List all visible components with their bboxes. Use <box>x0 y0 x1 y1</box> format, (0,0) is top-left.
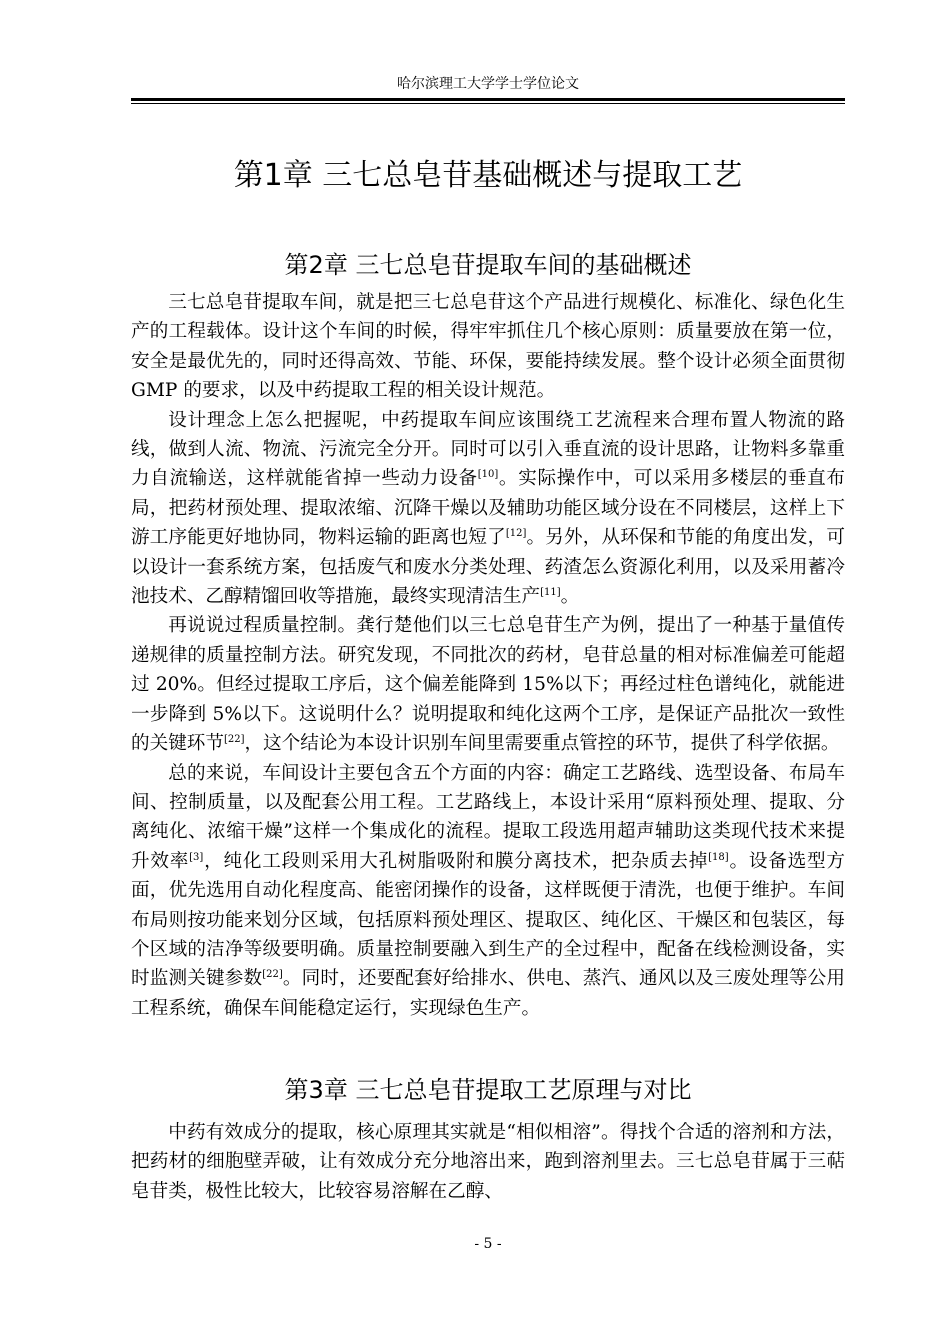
paragraph-text: ，纯化工段则采用大孔树脂吸附和膜分离技术，把杂质去掉 <box>203 850 709 872</box>
paragraph-text: 再说说过程质量控制。龚行楚他们以三七总皂苷生产为例，提出了一种基于量值传递规律的质量控制方法。研究发现，不同批次的药材，皂苷总量的相对标准偏差可能超过 20%。但经过提取工序后，这个偏差能降到 15%以下；再经过柱色谱纯化，就能进一步降到 5%以下。这说明什么？说明提取和纯化这两个工序，是保证产品批次一致性的关键环节 <box>131 615 845 755</box>
citation: [11] <box>540 587 561 599</box>
paragraph-text: 。 <box>560 586 580 608</box>
chapter-3-title: 第3章 三七总皂苷提取工艺原理与对比 <box>284 1076 692 1104</box>
paragraph-text: ，这个结论为本设计识别车间里需要重点管控的环节，提供了科学依据。 <box>244 733 840 755</box>
chapter-2-body <box>131 288 845 1023</box>
paragraph-3 <box>131 611 845 758</box>
paragraph-text: 。实际操作中，可以采用多楼层的垂直布局，把药材预处理、提取浓缩、沉降干燥以及辅助功能区域分设在不同楼层，这样上下游工序能更好地协同，物料运输的距离也短了 <box>131 468 845 549</box>
citation: [3] <box>189 851 204 863</box>
page-number: - 5 - <box>474 1236 502 1252</box>
paragraph-5: 中药有效成分的提取，核心原理其实就是“相似相溶”。得找个合适的溶剂和方法，把药材的细胞壁弄破，让有效成分充分地溶出来，跑到溶剂里去。三七总皂苷属于三萜皂苷类，极性比较大，比较容易溶解在乙醇、 <box>131 1122 845 1202</box>
citation: [22] <box>223 734 245 746</box>
paragraph-text: 。同时，还要配套好给排水、供电、蒸汽、通风以及三废处理等公用工程系统，确保车间能稳定运行，实现绿色生产。 <box>131 968 845 1019</box>
chapter-1-title: 第1章 三七总皂苷基础概述与提取工艺 <box>233 158 743 193</box>
citation: [18] <box>708 851 729 863</box>
paragraph-text: 。另外，从环保和节能的角度出发，可以设计一套系统方案，包括废气和废水分类处理、药渣怎么资源化利用，以及采用蓄冷池技术、乙醇精馏回收等措施，最终实现清洁生产 <box>131 527 845 608</box>
citation: [12] <box>505 528 527 540</box>
paragraph-1: 三七总皂苷提取车间，就是把三七总皂苷这个产品进行规模化、标准化、绿色化生产的工程载体。设计这个车间的时候，得牢牢抓住几个核心原则：质量要放在第一位，安全是最优先的，同时还得高效、节能、环保，要能持续发展。整个设计必须全面贯彻 GMP 的要求，以及中药提取工程的相关设计规范。 <box>131 292 845 402</box>
paragraph-text: 。设备选型方面，优先选用自动化程度高、能密闭操作的设备，这样既便于清洗，也便于维护。车间布局则按功能来划分区域，包括原料预处理区、提取区、纯化区、干燥区和包装区，每个区域的洁净等级要明确。质量控制要融入到生产的全过程中，配备在线检测设备，实时监测关键参数 <box>131 850 845 990</box>
header-rule-thin <box>131 103 845 104</box>
header-rule-thick <box>131 98 845 101</box>
citation: [22] <box>262 969 283 981</box>
running-header: 哈尔滨理工大学学士学位论文 <box>397 76 579 92</box>
paragraph-4 <box>131 759 845 1024</box>
chapter-2-title: 第2章 三七总皂苷提取车间的基础概述 <box>284 251 692 279</box>
citation: [10] <box>477 469 499 481</box>
paragraph-text: 总的来说，车间设计主要包含五个方面的内容：确定工艺路线、选型设备、布局车间、控制质量，以及配套公用工程。工艺路线上，本设计采用“原料预处理、提取、分离纯化、浓缩干燥”这样一个集成化的流程。提取工段选用超声辅助这类现代技术来提升效率 <box>131 762 845 872</box>
chapter-3-body <box>131 1118 845 1206</box>
paragraph-2 <box>131 406 845 612</box>
paragraph-text: 设计理念上怎么把握呢，中药提取车间应该围绕工艺流程来合理布置人物流的路线，做到人流、物流、污流完全分开。同时可以引入垂直流的设计思路，让物料多靠重力自流输送，这样就能省掉一些动力设备 <box>131 409 845 490</box>
